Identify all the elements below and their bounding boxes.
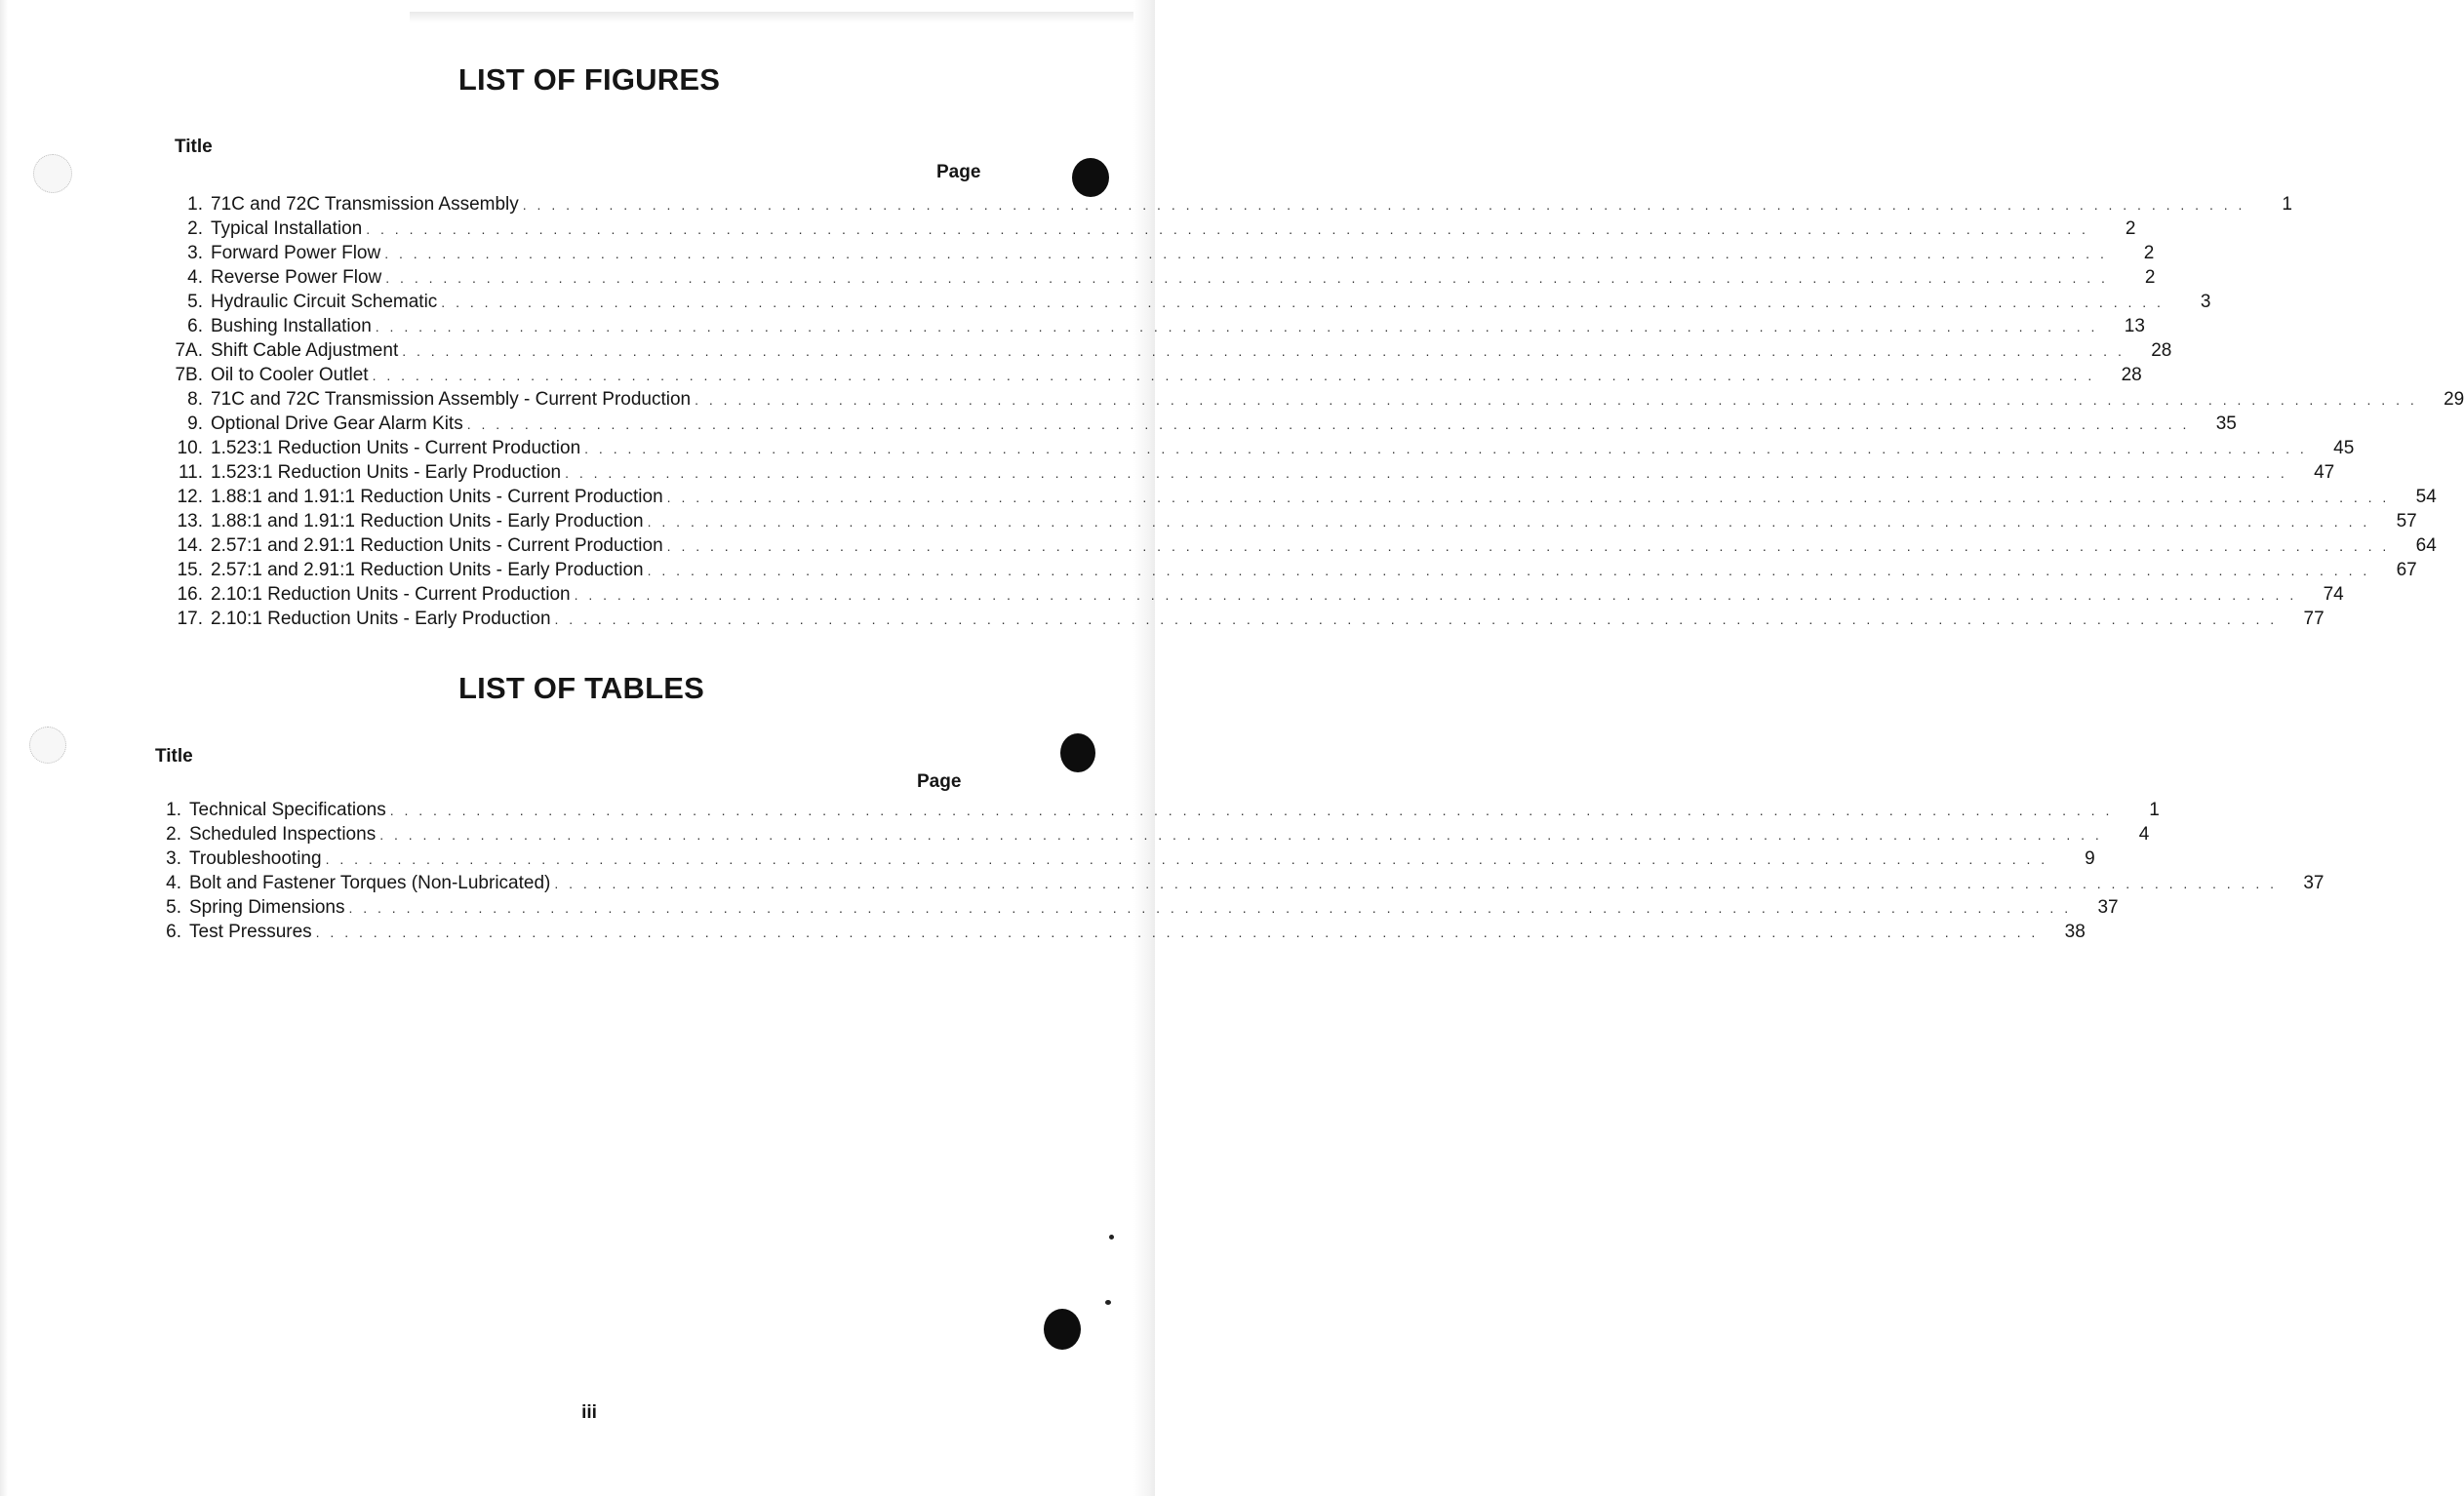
entry-number: 5. (187, 292, 203, 312)
entry-page: 28 (2151, 340, 2172, 361)
toc-entry (160, 290, 2211, 314)
toc-entry (139, 846, 2095, 871)
dot-leader: . . . . . . . . . . . . . . . . . . . . . . . . . . . . . . . . . . . . . . . . . . . . . . . . . . . . . . . . . . . . . . . . . . . . . . . . . . . . . . . . . . . . . . . . . . . . . . . . . . . . . . . . . . . . . . . . . . . . . . . . (466, 416, 2190, 432)
punch-hole-middle (1060, 733, 1095, 772)
dot-leader: . . . . . . . . . . . . . . . . . . . . . . . . . . . . . . . . . . . . . . . . . . . . . . . . . . . . . . . . . . . . . . . . . . . . . . . . . . . . . . . . . . . . . . . . . . . . . . . . . . . . . . . . . . . . . . . . . . . . . . . . (647, 514, 2370, 530)
entry-number: 7B. (175, 365, 203, 385)
tables-list (139, 798, 2325, 944)
entry-title: Shift Cable Adjustment (211, 340, 399, 361)
entry-number: 9. (187, 413, 203, 434)
entry-number: 2. (166, 824, 181, 845)
dot-leader: . . . . . . . . . . . . . . . . . . . . . . . . . . . . . . . . . . . . . . . . . . . . . . . . . . . . . . . . . . . . . . . . . . . . . . . . . . . . . . . . . . . . . . . . . . . . . . . . . . . . . . . . . . . . . . . . . . . . . . . . (315, 925, 2039, 940)
toc-entry (160, 314, 2145, 338)
entry-number: 3. (187, 243, 203, 263)
dot-leader: . . . . . . . . . . . . . . . . . . . . . . . . . . . . . . . . . . . . . . . . . . . . . . . . . . . . . . . . . . . . . . . . . . . . . . . . . . . . . . . . . . . . . . . . . . . . . . . . . . . . . . . . . . . . . . . . . . . . . . . . (384, 246, 2108, 261)
toc-entry (160, 509, 2417, 533)
toc-entry (160, 387, 2464, 412)
entry-number: 6. (187, 316, 203, 336)
entry-number: 2. (187, 218, 203, 239)
punch-hole-bottom (1044, 1309, 1081, 1350)
dot-leader: . . . . . . . . . . . . . . . . . . . . . . . . . . . . . . . . . . . . . . . . . . . . . . . . . . . . . . . . . . . . . . . . . . . . . . . . . . . . . . . . . . . . . . . . . . . . . . . . . . . . . . . . . . . . . . . . . . . . . . . . (584, 441, 2308, 456)
figures-page-label: Page (936, 162, 981, 182)
entry-page: 67 (2396, 560, 2417, 580)
toc-entry (160, 436, 2355, 460)
entry-page: 2 (2143, 243, 2155, 263)
toc-entry (160, 582, 2344, 607)
entry-title: Spring Dimensions (189, 897, 345, 918)
figures-title-label: Title (175, 137, 213, 157)
toc-entry (139, 920, 2086, 944)
entry-page: 38 (2064, 922, 2086, 942)
entry-page: 1 (2149, 800, 2160, 820)
entry-title: 2.57:1 and 2.91:1 Reduction Units - Early Production (211, 560, 644, 580)
entry-title: Bushing Installation (211, 316, 372, 336)
dot-leader: . . . . . . . . . . . . . . . . . . . . . . . . . . . . . . . . . . . . . . . . . . . . . . . . . . . . . . . . . . . . . . . . . . . . . . . . . . . . . . . . . . . . . . . . . . . . . . . . . . . . . . . . . . . . . . . . . . . . . . . . (325, 851, 2048, 867)
entry-title: 1.88:1 and 1.91:1 Reduction Units - Early Production (211, 511, 644, 531)
entry-title: 2.57:1 and 2.91:1 Reduction Units - Current Production (211, 535, 663, 556)
dot-leader: . . . . . . . . . . . . . . . . . . . . . . . . . . . . . . . . . . . . . . . . . . . . . . . . . . . . . . . . . . . . . . . . . . . . . . . . . . . . . . . . . . . . . . . . . . . . . . . . . . . . . . . . . . . . . . . . . . . . . . . . (379, 827, 2103, 843)
entry-page: 45 (2333, 438, 2355, 458)
entry-title: 2.10:1 Reduction Units - Current Production (211, 584, 571, 605)
entry-page: 2 (2144, 267, 2156, 288)
entry-page: 57 (2396, 511, 2417, 531)
entry-number: 4. (166, 873, 181, 893)
toc-entry (139, 798, 2160, 822)
entry-page: 77 (2303, 609, 2325, 629)
toc-entry (139, 822, 2150, 846)
entry-number: 12. (177, 487, 203, 507)
entry-page: 13 (2124, 316, 2145, 336)
entry-page: 54 (2415, 487, 2437, 507)
entry-number: 10. (177, 438, 203, 458)
entry-page: 35 (2215, 413, 2237, 434)
entry-title: Troubleshooting (189, 848, 322, 869)
entry-number: 1. (166, 800, 181, 820)
entry-title: 71C and 72C Transmission Assembly (211, 194, 519, 215)
toc-entry (160, 217, 2136, 241)
toc-entry (160, 192, 2292, 217)
entry-number: 3. (166, 848, 181, 869)
dot-leader: . . . . . . . . . . . . . . . . . . . . . . . . . . . . . . . . . . . . . . . . . . . . . . . . . . . . . . . . . . . . . . . . . . . . . . . . . . . . . . . . . . . . . . . . . . . . . . . . . . . . . . . . . . . . . . . . . . . . . . . . (441, 295, 2165, 310)
dot-leader: . . . . . . . . . . . . . . . . . . . . . . . . . . . . . . . . . . . . . . . . . . . . . . . . . . . . . . . . . . . . . . . . . . . . . . . . . . . . . . . . . . . . . . . . . . . . . . . . . . . . . . . . . . . . . . . . . . . . . . . . (695, 392, 2418, 408)
dot-leader: . . . . . . . . . . . . . . . . . . . . . . . . . . . . . . . . . . . . . . . . . . . . . . . . . . . . . . . . . . . . . . . . . . . . . . . . . . . . . . . . . . . . . . . . . . . . . . . . . . . . . . . . . . . . . . . . . . . . . . . . (402, 343, 2126, 359)
entry-page: 29 (2444, 389, 2464, 410)
entry-number: 5. (166, 897, 181, 918)
dot-leader: . . . . . . . . . . . . . . . . . . . . . . . . . . . . . . . . . . . . . . . . . . . . . . . . . . . . . . . . . . . . . . . . . . . . . . . . . . . . . . . . . . . . . . . . . . . . . . . . . . . . . . . . . . . . . . . . . . . . . . . . (666, 490, 2390, 505)
entry-number: 17. (177, 609, 203, 629)
entry-number: 15. (177, 560, 203, 580)
entry-title: 1.88:1 and 1.91:1 Reduction Units - Current Production (211, 487, 663, 507)
toc-entry (160, 412, 2237, 436)
toc-entry (160, 265, 2156, 290)
scan-speck (1105, 1300, 1111, 1305)
tables-title-label: Title (155, 746, 193, 767)
page-number: iii (581, 1402, 597, 1423)
entry-title: Bolt and Fastener Torques (Non-Lubricated) (189, 873, 551, 893)
dot-leader: . . . . . . . . . . . . . . . . . . . . . . . . . . . . . . . . . . . . . . . . . . . . . . . . . . . . . . . . . . . . . . . . . . . . . . . . . . . . . . . . . . . . . . . . . . . . . . . . . . . . . . . . . . . . . . . . . . . . . . . . (554, 611, 2278, 627)
entry-title: Technical Specifications (189, 800, 386, 820)
entry-title: Optional Drive Gear Alarm Kits (211, 413, 463, 434)
entry-title: Reverse Power Flow (211, 267, 382, 288)
entry-number: 16. (177, 584, 203, 605)
scan-edge-top (410, 12, 1143, 23)
entry-page: 37 (2303, 873, 2325, 893)
entry-page: 4 (2138, 824, 2150, 845)
entry-page: 1 (2282, 194, 2292, 215)
entry-page: 37 (2097, 897, 2119, 918)
toc-entry (139, 895, 2119, 920)
dot-leader: . . . . . . . . . . . . . . . . . . . . . . . . . . . . . . . . . . . . . . . . . . . . . . . . . . . . . . . . . . . . . . . . . . . . . . . . . . . . . . . . . . . . . . . . . . . . . . . . . . . . . . . . . . . . . . . . . . . . . . . . (389, 803, 2113, 818)
toc-entry (139, 871, 2325, 895)
toc-entry (160, 533, 2437, 558)
entry-title: Oil to Cooler Outlet (211, 365, 369, 385)
toc-entry (160, 363, 2142, 387)
entry-page: 74 (2323, 584, 2344, 605)
dot-leader: . . . . . . . . . . . . . . . . . . . . . . . . . . . . . . . . . . . . . . . . . . . . . . . . . . . . . . . . . . . . . . . . . . . . . . . . . . . . . . . . . . . . . . . . . . . . . . . . . . . . . . . . . . . . . . . . . . . . . . . . (366, 221, 2089, 237)
entry-number: 1. (187, 194, 203, 215)
dot-leader: . . . . . . . . . . . . . . . . . . . . . . . . . . . . . . . . . . . . . . . . . . . . . . . . . . . . . . . . . . . . . . . . . . . . . . . . . . . . . . . . . . . . . . . . . . . . . . . . . . . . . . . . . . . . . . . . . . . . . . . . (372, 368, 2095, 383)
entry-number: 4. (187, 267, 203, 288)
dot-leader: . . . . . . . . . . . . . . . . . . . . . . . . . . . . . . . . . . . . . . . . . . . . . . . . . . . . . . . . . . . . . . . . . . . . . . . . . . . . . . . . . . . . . . . . . . . . . . . . . . . . . . . . . . . . . . . . . . . . . . . . (666, 538, 2390, 554)
entry-page: 64 (2415, 535, 2437, 556)
ghost-punch-hole-top (33, 154, 72, 193)
punch-hole-top (1072, 158, 1109, 197)
entry-page: 2 (2125, 218, 2136, 239)
toc-entry (160, 485, 2437, 509)
dot-leader: . . . . . . . . . . . . . . . . . . . . . . . . . . . . . . . . . . . . . . . . . . . . . . . . . . . . . . . . . . . . . . . . . . . . . . . . . . . . . . . . . . . . . . . . . . . . . . . . . . . . . . . . . . . . . . . . . . . . . . . . (385, 270, 2109, 286)
toc-entry (160, 338, 2172, 363)
toc-entry (160, 241, 2155, 265)
dot-leader: . . . . . . . . . . . . . . . . . . . . . . . . . . . . . . . . . . . . . . . . . . . . . . . . . . . . . . . . . . . . . . . . . . . . . . . . . . . . . . . . . . . . . . . . . . . . . . . . . . . . . . . . . . . . . . . . . . . . . . . . (574, 587, 2297, 603)
figures-list (160, 192, 2464, 631)
dot-leader: . . . . . . . . . . . . . . . . . . . . . . . . . . . . . . . . . . . . . . . . . . . . . . . . . . . . . . . . . . . . . . . . . . . . . . . . . . . . . . . . . . . . . . . . . . . . . . . . . . . . . . . . . . . . . . . . . . . . . . . . (522, 197, 2245, 213)
entry-title: Test Pressures (189, 922, 312, 942)
entry-number: 11. (178, 462, 203, 483)
toc-entry (160, 558, 2417, 582)
entry-number: 7A. (175, 340, 203, 361)
entry-title: 2.10:1 Reduction Units - Early Production (211, 609, 551, 629)
toc-entry (160, 460, 2335, 485)
dot-leader: . . . . . . . . . . . . . . . . . . . . . . . . . . . . . . . . . . . . . . . . . . . . . . . . . . . . . . . . . . . . . . . . . . . . . . . . . . . . . . . . . . . . . . . . . . . . . . . . . . . . . . . . . . . . . . . . . . . . . . . . (647, 563, 2370, 578)
list-of-tables-heading: LIST OF TABLES (458, 671, 704, 705)
entry-title: Hydraulic Circuit Schematic (211, 292, 438, 312)
dot-leader: . . . . . . . . . . . . . . . . . . . . . . . . . . . . . . . . . . . . . . . . . . . . . . . . . . . . . . . . . . . . . . . . . . . . . . . . . . . . . . . . . . . . . . . . . . . . . . . . . . . . . . . . . . . . . . . . . . . . . . . . (375, 319, 2098, 335)
list-of-figures-heading: LIST OF FIGURES (457, 62, 721, 97)
entry-page: 28 (2121, 365, 2142, 385)
dot-leader: . . . . . . . . . . . . . . . . . . . . . . . . . . . . . . . . . . . . . . . . . . . . . . . . . . . . . . . . . . . . . . . . . . . . . . . . . . . . . . . . . . . . . . . . . . . . . . . . . . . . . . . . . . . . . . . . . . . . . . . . (565, 465, 2288, 481)
dot-leader: . . . . . . . . . . . . . . . . . . . . . . . . . . . . . . . . . . . . . . . . . . . . . . . . . . . . . . . . . . . . . . . . . . . . . . . . . . . . . . . . . . . . . . . . . . . . . . . . . . . . . . . . . . . . . . . . . . . . . . . . (348, 900, 2072, 916)
entry-page: 9 (2085, 848, 2095, 869)
entry-page: 3 (2200, 292, 2211, 312)
entry-number: 8. (187, 389, 203, 410)
ghost-punch-hole-middle (29, 727, 66, 764)
entry-title: 1.523:1 Reduction Units - Current Production (211, 438, 581, 458)
scan-edge-left (0, 0, 8, 1496)
entry-title: Scheduled Inspections (189, 824, 377, 845)
toc-entry (160, 607, 2325, 631)
entry-number: 13. (177, 511, 203, 531)
tables-page-label: Page (917, 771, 962, 792)
entry-title: 71C and 72C Transmission Assembly - Current Production (211, 389, 692, 410)
entry-title: Forward Power Flow (211, 243, 381, 263)
entry-number: 6. (166, 922, 181, 942)
entry-title: 1.523:1 Reduction Units - Early Production (211, 462, 562, 483)
scan-speck (1109, 1235, 1114, 1240)
entry-number: 14. (177, 535, 203, 556)
dot-leader: . . . . . . . . . . . . . . . . . . . . . . . . . . . . . . . . . . . . . . . . . . . . . . . . . . . . . . . . . . . . . . . . . . . . . . . . . . . . . . . . . . . . . . . . . . . . . . . . . . . . . . . . . . . . . . . . . . . . . . . . (554, 876, 2278, 891)
entry-title: Typical Installation (211, 218, 363, 239)
entry-page: 47 (2314, 462, 2335, 483)
